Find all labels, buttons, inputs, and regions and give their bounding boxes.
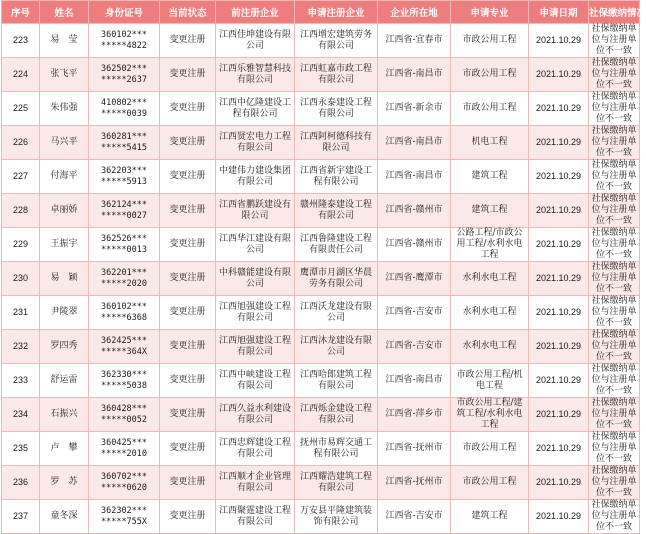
cell-no: 228 <box>2 194 40 228</box>
cell-id-id2: *****0027 <box>100 210 148 221</box>
header-no: 序号 <box>2 1 40 24</box>
cell-date: 2021.10.29 <box>529 296 589 330</box>
header-name: 姓名 <box>40 1 89 24</box>
cell-name: 罗四秀 <box>40 330 89 364</box>
cell-status: 变更注册 <box>160 160 216 194</box>
cell-no: 226 <box>2 126 40 160</box>
cell-id-id1: 362124*** <box>100 199 148 210</box>
cell-prev-company: 江西忠辉建设工程有限公司 <box>216 432 295 466</box>
header-id: 身份证号 <box>89 1 160 24</box>
cell-status: 变更注册 <box>160 296 216 330</box>
cell-id-id2: *****2637 <box>100 74 148 85</box>
cell-id <box>89 500 160 534</box>
cell-social-security: 社保缴纳单位与注册单位不一致 <box>589 398 640 432</box>
cell-social-security: 社保缴纳单位与注册单位不一致 <box>589 92 640 126</box>
cell-id-id2: *****2010 <box>100 448 148 459</box>
cell-name: 马兴平 <box>40 126 89 160</box>
cell-major: 公路工程/市政公用工程/水利水电工程 <box>451 228 529 262</box>
cell-prev-company: 江西中峡建设工程有限公司 <box>216 364 295 398</box>
cell-location: 江西省-赣州市 <box>378 194 451 228</box>
table-row <box>2 466 640 500</box>
cell-status: 变更注册 <box>160 330 216 364</box>
header-location: 企业所在地 <box>378 1 451 24</box>
cell-name: 卢 攀 <box>40 432 89 466</box>
cell-apply-company: 江西省新宇建设工程有限公司 <box>295 160 378 194</box>
cell-apply-company: 万安县平隆建筑装饰有限公司 <box>295 500 378 534</box>
cell-apply-company: 江西鲁隆建设工程有限责任公司 <box>295 228 378 262</box>
cell-id <box>89 432 160 466</box>
cell-id-id2: *****0013 <box>100 244 148 255</box>
cell-social-security: 社保缴纳单位与注册单位不一致 <box>589 466 640 500</box>
cell-date: 2021.10.29 <box>529 24 589 58</box>
cell-location: 江西省-吉安市 <box>378 330 451 364</box>
cell-id-id1: 362526*** <box>100 233 148 244</box>
cell-major: 建筑工程 <box>451 500 529 534</box>
cell-no: 234 <box>2 398 40 432</box>
cell-id-id2: *****5415 <box>100 142 148 153</box>
cell-apply-company: 江西增宏建筑劳务有限公司 <box>295 24 378 58</box>
cell-location: 江西省-宜春市 <box>378 24 451 58</box>
table-body <box>2 24 640 534</box>
cell-date: 2021.10.29 <box>529 126 589 160</box>
cell-social-security: 社保缴纳单位与注册单位不一致 <box>589 296 640 330</box>
cell-status: 变更注册 <box>160 466 216 500</box>
cell-date: 2021.10.29 <box>529 500 589 534</box>
cell-id-id2: *****364X <box>100 346 148 357</box>
cell-social-security: 社保缴纳单位与注册单位不一致 <box>589 500 640 534</box>
cell-major: 市政公用工程/机电工程 <box>451 364 529 398</box>
cell-name: 童冬深 <box>40 500 89 534</box>
cell-location: 江西省-新余市 <box>378 92 451 126</box>
cell-id-id1: 362425*** <box>100 335 148 346</box>
cell-prev-company: 江西佳坤建设有限公司 <box>216 24 295 58</box>
cell-social-security: 社保缴纳单位与注册单位不一致 <box>589 432 640 466</box>
cell-id <box>89 160 160 194</box>
cell-prev-company: 江西聚霆建设工程有限公司 <box>216 500 295 534</box>
cell-no: 224 <box>2 58 40 92</box>
cell-no: 233 <box>2 364 40 398</box>
cell-id-id2: *****0039 <box>100 108 148 119</box>
cell-date: 2021.10.29 <box>529 432 589 466</box>
cell-name: 罗 苏 <box>40 466 89 500</box>
cell-social-security: 社保缴纳单位与注册单位不一致 <box>589 126 640 160</box>
cell-name: 张飞平 <box>40 58 89 92</box>
cell-id-id2: *****6368 <box>100 312 148 323</box>
cell-major: 水利水电工程 <box>451 262 529 296</box>
cell-status: 变更注册 <box>160 262 216 296</box>
cell-status: 变更注册 <box>160 194 216 228</box>
table-row <box>2 262 640 296</box>
cell-name: 石振兴 <box>40 398 89 432</box>
cell-apply-company: 鹰潭市月湖区华晨劳务有限公司 <box>295 262 378 296</box>
cell-status: 变更注册 <box>160 364 216 398</box>
cell-id-id1: 362203*** <box>100 165 148 176</box>
cell-status: 变更注册 <box>160 24 216 58</box>
cell-social-security: 社保缴纳单位与注册单位不一致 <box>589 24 640 58</box>
cell-id-id1: 360102*** <box>100 301 148 312</box>
cell-apply-company: 江西烁金建设工程有限公司 <box>295 398 378 432</box>
cell-prev-company: 江西华江建设有限公司 <box>216 228 295 262</box>
cell-id-id1: 410802*** <box>100 97 148 108</box>
cell-id-id1: 360102*** <box>100 29 148 40</box>
cell-id-id2: *****4822 <box>100 40 148 51</box>
cell-prev-company: 中建伟力建设集团有限公司 <box>216 160 295 194</box>
cell-no: 236 <box>2 466 40 500</box>
cell-social-security: 社保缴纳单位与注册单位不一致 <box>589 58 640 92</box>
cell-apply-company: 江西阿柯德科技有限公司 <box>295 126 378 160</box>
cell-location: 江西省-南昌市 <box>378 160 451 194</box>
cell-id <box>89 466 160 500</box>
cell-id <box>89 364 160 398</box>
cell-prev-company: 江西乐雅智慧科技有限公司 <box>216 58 295 92</box>
table-row <box>2 58 640 92</box>
cell-id-id2: *****2020 <box>100 278 148 289</box>
cell-apply-company: 江西哈郎建筑工程有限公司 <box>295 364 378 398</box>
cell-id <box>89 24 160 58</box>
cell-major: 水利水电工程 <box>451 330 529 364</box>
cell-apply-company: 江西沃龙建设有限公司 <box>295 296 378 330</box>
cell-apply-company: 江西虹嘉市政工程有限公司 <box>295 58 378 92</box>
cell-no: 225 <box>2 92 40 126</box>
cell-status: 变更注册 <box>160 58 216 92</box>
cell-id-id2: *****5913 <box>100 176 148 187</box>
cell-date: 2021.10.29 <box>529 58 589 92</box>
cell-id <box>89 228 160 262</box>
header-status: 当前状态 <box>160 1 216 24</box>
cell-prev-company: 江西久益水利建设有限公司 <box>216 398 295 432</box>
cell-id-id2: *****755X <box>100 516 148 527</box>
cell-status: 变更注册 <box>160 126 216 160</box>
cell-social-security: 社保缴纳单位与注册单位不一致 <box>589 194 640 228</box>
cell-id-id1: 360428*** <box>100 403 148 414</box>
table-row <box>2 364 640 398</box>
cell-prev-company: 江西省鹏跃建设有限公司 <box>216 194 295 228</box>
cell-id-id1: 362201*** <box>100 267 148 278</box>
cell-prev-company: 江西旭强建设工程有限公司 <box>216 296 295 330</box>
table-row <box>2 160 640 194</box>
cell-no: 229 <box>2 228 40 262</box>
cell-social-security: 社保缴纳单位与注册单位不一致 <box>589 364 640 398</box>
cell-apply-company: 江西永泰建设工程有限公司 <box>295 92 378 126</box>
cell-date: 2021.10.29 <box>529 466 589 500</box>
cell-name: 舒运雷 <box>40 364 89 398</box>
cell-apply-company: 抚州市易辉交通工程有限公司 <box>295 432 378 466</box>
cell-id-id1: 362502*** <box>100 63 148 74</box>
cell-id-id2: *****5038 <box>100 380 148 391</box>
cell-location: 江西省-吉安市 <box>378 296 451 330</box>
cell-name: 易 颖 <box>40 262 89 296</box>
cell-date: 2021.10.29 <box>529 330 589 364</box>
cell-id <box>89 330 160 364</box>
cell-no: 223 <box>2 24 40 58</box>
cell-id <box>89 398 160 432</box>
cell-location: 江西省-南昌市 <box>378 364 451 398</box>
table-row <box>2 228 640 262</box>
cell-prev-company: 江西贤宏电力工程有限公司 <box>216 126 295 160</box>
cell-social-security: 社保缴纳单位与注册单位不一致 <box>589 228 640 262</box>
cell-social-security: 社保缴纳单位与注册单位不一致 <box>589 330 640 364</box>
cell-no: 227 <box>2 160 40 194</box>
cell-location: 江西省-萍乡市 <box>378 398 451 432</box>
cell-major: 市政公用工程 <box>451 24 529 58</box>
cell-name: 尹陵翠 <box>40 296 89 330</box>
registration-table <box>1 0 646 534</box>
cell-major: 市政公用工程 <box>451 432 529 466</box>
cell-prev-company: 江西中亿隆建设工程有限公司 <box>216 92 295 126</box>
cell-id <box>89 126 160 160</box>
cell-major: 市政公用工程 <box>451 58 529 92</box>
cell-major: 市政公用工程 <box>451 92 529 126</box>
table-row <box>2 126 640 160</box>
cell-date: 2021.10.29 <box>529 160 589 194</box>
cell-id-id2: *****0620 <box>100 482 148 493</box>
cell-prev-company: 江西顺才企业管理有限公司 <box>216 466 295 500</box>
header-apply-company: 申请注册企业 <box>295 1 378 24</box>
header-social-security: 社保缴纳情况 <box>589 1 640 24</box>
cell-name: 朱伟强 <box>40 92 89 126</box>
cell-name: 王振宇 <box>40 228 89 262</box>
header-date: 申请日期 <box>529 1 589 24</box>
cell-major: 建筑工程 <box>451 160 529 194</box>
cell-id <box>89 58 160 92</box>
cell-no: 231 <box>2 296 40 330</box>
cell-location: 江西省-南昌市 <box>378 58 451 92</box>
cell-no: 235 <box>2 432 40 466</box>
cell-location: 江西省-吉安市 <box>378 500 451 534</box>
header-prev-company: 前注册企业 <box>216 1 295 24</box>
cell-id-id1: 360425*** <box>100 437 148 448</box>
cell-name: 易 莹 <box>40 24 89 58</box>
cell-social-security: 社保缴纳单位与注册单位不一致 <box>589 262 640 296</box>
header-row <box>2 1 640 24</box>
table-row <box>2 398 640 432</box>
cell-no: 230 <box>2 262 40 296</box>
table-row <box>2 92 640 126</box>
cell-location: 江西省-抚州市 <box>378 432 451 466</box>
cell-location: 江西省-赣州市 <box>378 228 451 262</box>
cell-location: 江西省-抚州市 <box>378 466 451 500</box>
cell-status: 变更注册 <box>160 92 216 126</box>
table-row <box>2 500 640 534</box>
cell-name: 付海平 <box>40 160 89 194</box>
cell-major: 机电工程 <box>451 126 529 160</box>
table-row <box>2 432 640 466</box>
cell-id <box>89 92 160 126</box>
cell-major: 市政公用工程/建筑工程/水利水电工程 <box>451 398 529 432</box>
cell-prev-company: 江西旭强建设工程有限公司 <box>216 330 295 364</box>
table-row <box>2 194 640 228</box>
cell-date: 2021.10.29 <box>529 194 589 228</box>
cell-location: 江西省-南昌市 <box>378 126 451 160</box>
table-row <box>2 296 640 330</box>
cell-id-id1: 362330*** <box>100 369 148 380</box>
cell-status: 变更注册 <box>160 398 216 432</box>
cell-id-id2: *****0052 <box>100 414 148 425</box>
cell-date: 2021.10.29 <box>529 398 589 432</box>
cell-status: 变更注册 <box>160 500 216 534</box>
cell-apply-company: 江西沐龙建设有限公司 <box>295 330 378 364</box>
cell-major: 水利水电工程 <box>451 296 529 330</box>
cell-id-id1: 360281*** <box>100 131 148 142</box>
cell-status: 变更注册 <box>160 228 216 262</box>
cell-name: 卓丽娇 <box>40 194 89 228</box>
cell-status: 变更注册 <box>160 432 216 466</box>
cell-location: 江西省-鹰潭市 <box>378 262 451 296</box>
cell-date: 2021.10.29 <box>529 92 589 126</box>
cell-id <box>89 194 160 228</box>
cell-no: 237 <box>2 500 40 534</box>
cell-no: 232 <box>2 330 40 364</box>
cell-major: 建筑工程 <box>451 194 529 228</box>
table-row <box>2 24 640 58</box>
cell-id <box>89 262 160 296</box>
cell-prev-company: 中科赣能建设有限公司 <box>216 262 295 296</box>
cell-major: 市政公用工程 <box>451 466 529 500</box>
cell-apply-company: 江西耀浩建筑工程有限公司 <box>295 466 378 500</box>
cell-date: 2021.10.29 <box>529 262 589 296</box>
cell-id-id1: 362302*** <box>100 505 148 516</box>
cell-date: 2021.10.29 <box>529 228 589 262</box>
header-major: 申请专业 <box>451 1 529 24</box>
cell-date: 2021.10.29 <box>529 364 589 398</box>
cell-social-security: 社保缴纳单位与注册单位不一致 <box>589 160 640 194</box>
cell-id-id1: 360702*** <box>100 471 148 482</box>
cell-id <box>89 296 160 330</box>
cell-apply-company: 赣州隆泰建设工程有限公司 <box>295 194 378 228</box>
table-row <box>2 330 640 364</box>
